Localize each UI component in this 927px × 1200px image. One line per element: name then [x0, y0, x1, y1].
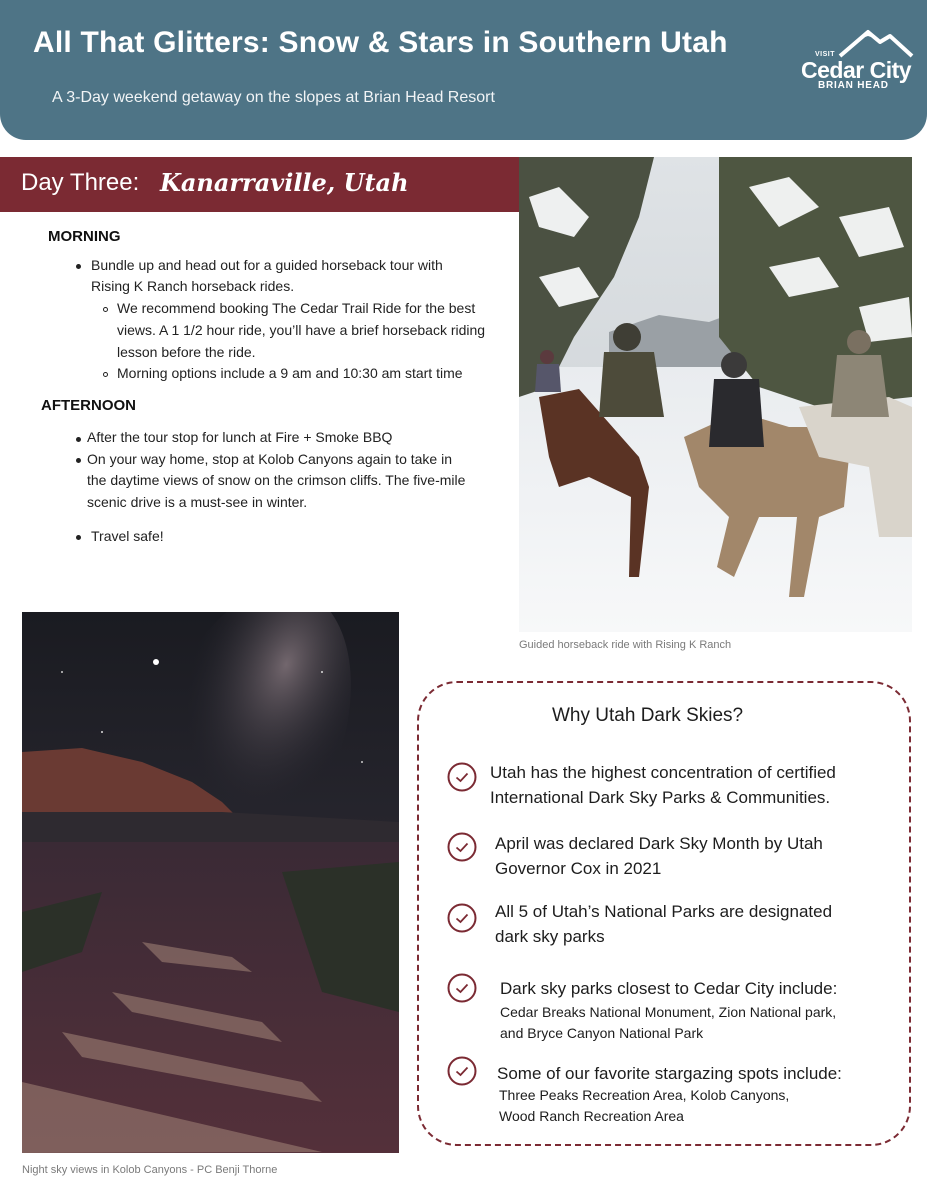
sub-bullet-ring — [103, 307, 108, 312]
dark-skies-title: Why Utah Dark Skies? — [552, 705, 744, 726]
fact-5-main: Some of our favorite stargazing spots include: — [497, 1064, 842, 1083]
check-circle-icon — [447, 903, 477, 933]
bullet-dot — [76, 458, 81, 463]
fact-3-line-1: All 5 of Utah’s National Parks are designated — [495, 902, 833, 921]
bullet-dot — [76, 535, 81, 540]
horseback-photo-caption: Guided horseback ride with Rising K Ranch — [519, 639, 732, 651]
logo-visit: VISIT — [815, 51, 836, 58]
fact-3-line-2: dark sky parks — [495, 927, 605, 946]
morning-sub-1-line-1: We recommend booking The Cedar Trail Ride for the best — [117, 300, 476, 316]
fact-2-line-2: Governor Cox in 2021 — [495, 859, 662, 878]
morning-bullet-1-line-1: Bundle up and head out for a guided horseback tour with — [91, 257, 443, 273]
horseback-ride-photo — [519, 157, 912, 632]
fact-4-main: Dark sky parks closest to Cedar City include: — [500, 979, 838, 998]
fact-2-line-1: April was declared Dark Sky Month by Utah — [495, 834, 823, 853]
visit-cedar-city-logo[interactable] — [798, 28, 918, 94]
night-sky-photo — [22, 612, 399, 1153]
day-place: Kanarraville, Utah — [160, 168, 409, 197]
check-circle-icon — [447, 832, 477, 862]
fact-4-sub-1: Cedar Breaks National Monument, Zion National park, — [500, 1004, 837, 1020]
fact-5-sub-2: Wood Ranch Recreation Area — [499, 1108, 684, 1124]
day-banner — [0, 157, 519, 212]
fact-4-sub-2: and Bryce Canyon National Park — [500, 1025, 704, 1041]
afternoon-bullet-2-line-1: On your way home, stop at Kolob Canyons again to take in — [87, 451, 452, 467]
page-title: All That Glitters: Snow & Stars in Southern Utah — [33, 26, 728, 59]
day-label: Day Three: — [21, 169, 140, 196]
morning-sub-2: Morning options include a 9 am and 10:30 am start time — [117, 365, 463, 381]
morning-sub-1-line-3: lesson before the ride. — [117, 344, 256, 360]
afternoon-bullet-1: After the tour stop for lunch at Fire + Smoke BBQ — [87, 429, 393, 445]
fact-1-line-2: International Dark Sky Parks & Communities. — [490, 788, 831, 807]
bullet-dot — [76, 264, 81, 269]
afternoon-bullet-3: Travel safe! — [91, 528, 164, 544]
morning-bullet-1-line-2: Rising K Ranch horseback rides. — [91, 278, 295, 294]
sub-bullet-ring — [103, 372, 108, 377]
morning-sub-1-line-2: views. A 1 1/2 hour ride, you’ll have a brief horseback riding — [117, 322, 486, 338]
check-circle-icon — [447, 973, 477, 1003]
morning-heading: MORNING — [48, 228, 121, 245]
afternoon-bullet-2-line-2: the daytime views of snow on the crimson cliffs. The five-mile — [87, 472, 466, 488]
mountain-icon — [838, 28, 914, 58]
afternoon-heading: AFTERNOON — [41, 397, 136, 414]
logo-city: Cedar City — [801, 57, 912, 83]
night-photo-caption: Night sky views in Kolob Canyons - PC Benji Thorne — [22, 1164, 278, 1176]
bullet-dot — [76, 437, 81, 442]
check-circle-icon — [447, 1056, 477, 1086]
afternoon-bullet-2-line-3: scenic drive is a must-see in winter. — [87, 494, 308, 510]
fact-5-sub-1: Three Peaks Recreation Area, Kolob Canyons, — [499, 1087, 790, 1103]
page-subtitle: A 3-Day weekend getaway on the slopes at Brian Head Resort — [52, 89, 495, 106]
page-header — [0, 0, 927, 140]
fact-1-line-1: Utah has the highest concentration of certified — [490, 763, 836, 782]
logo-brian-head: BRIAN HEAD — [818, 80, 889, 91]
check-circle-icon — [447, 762, 477, 792]
